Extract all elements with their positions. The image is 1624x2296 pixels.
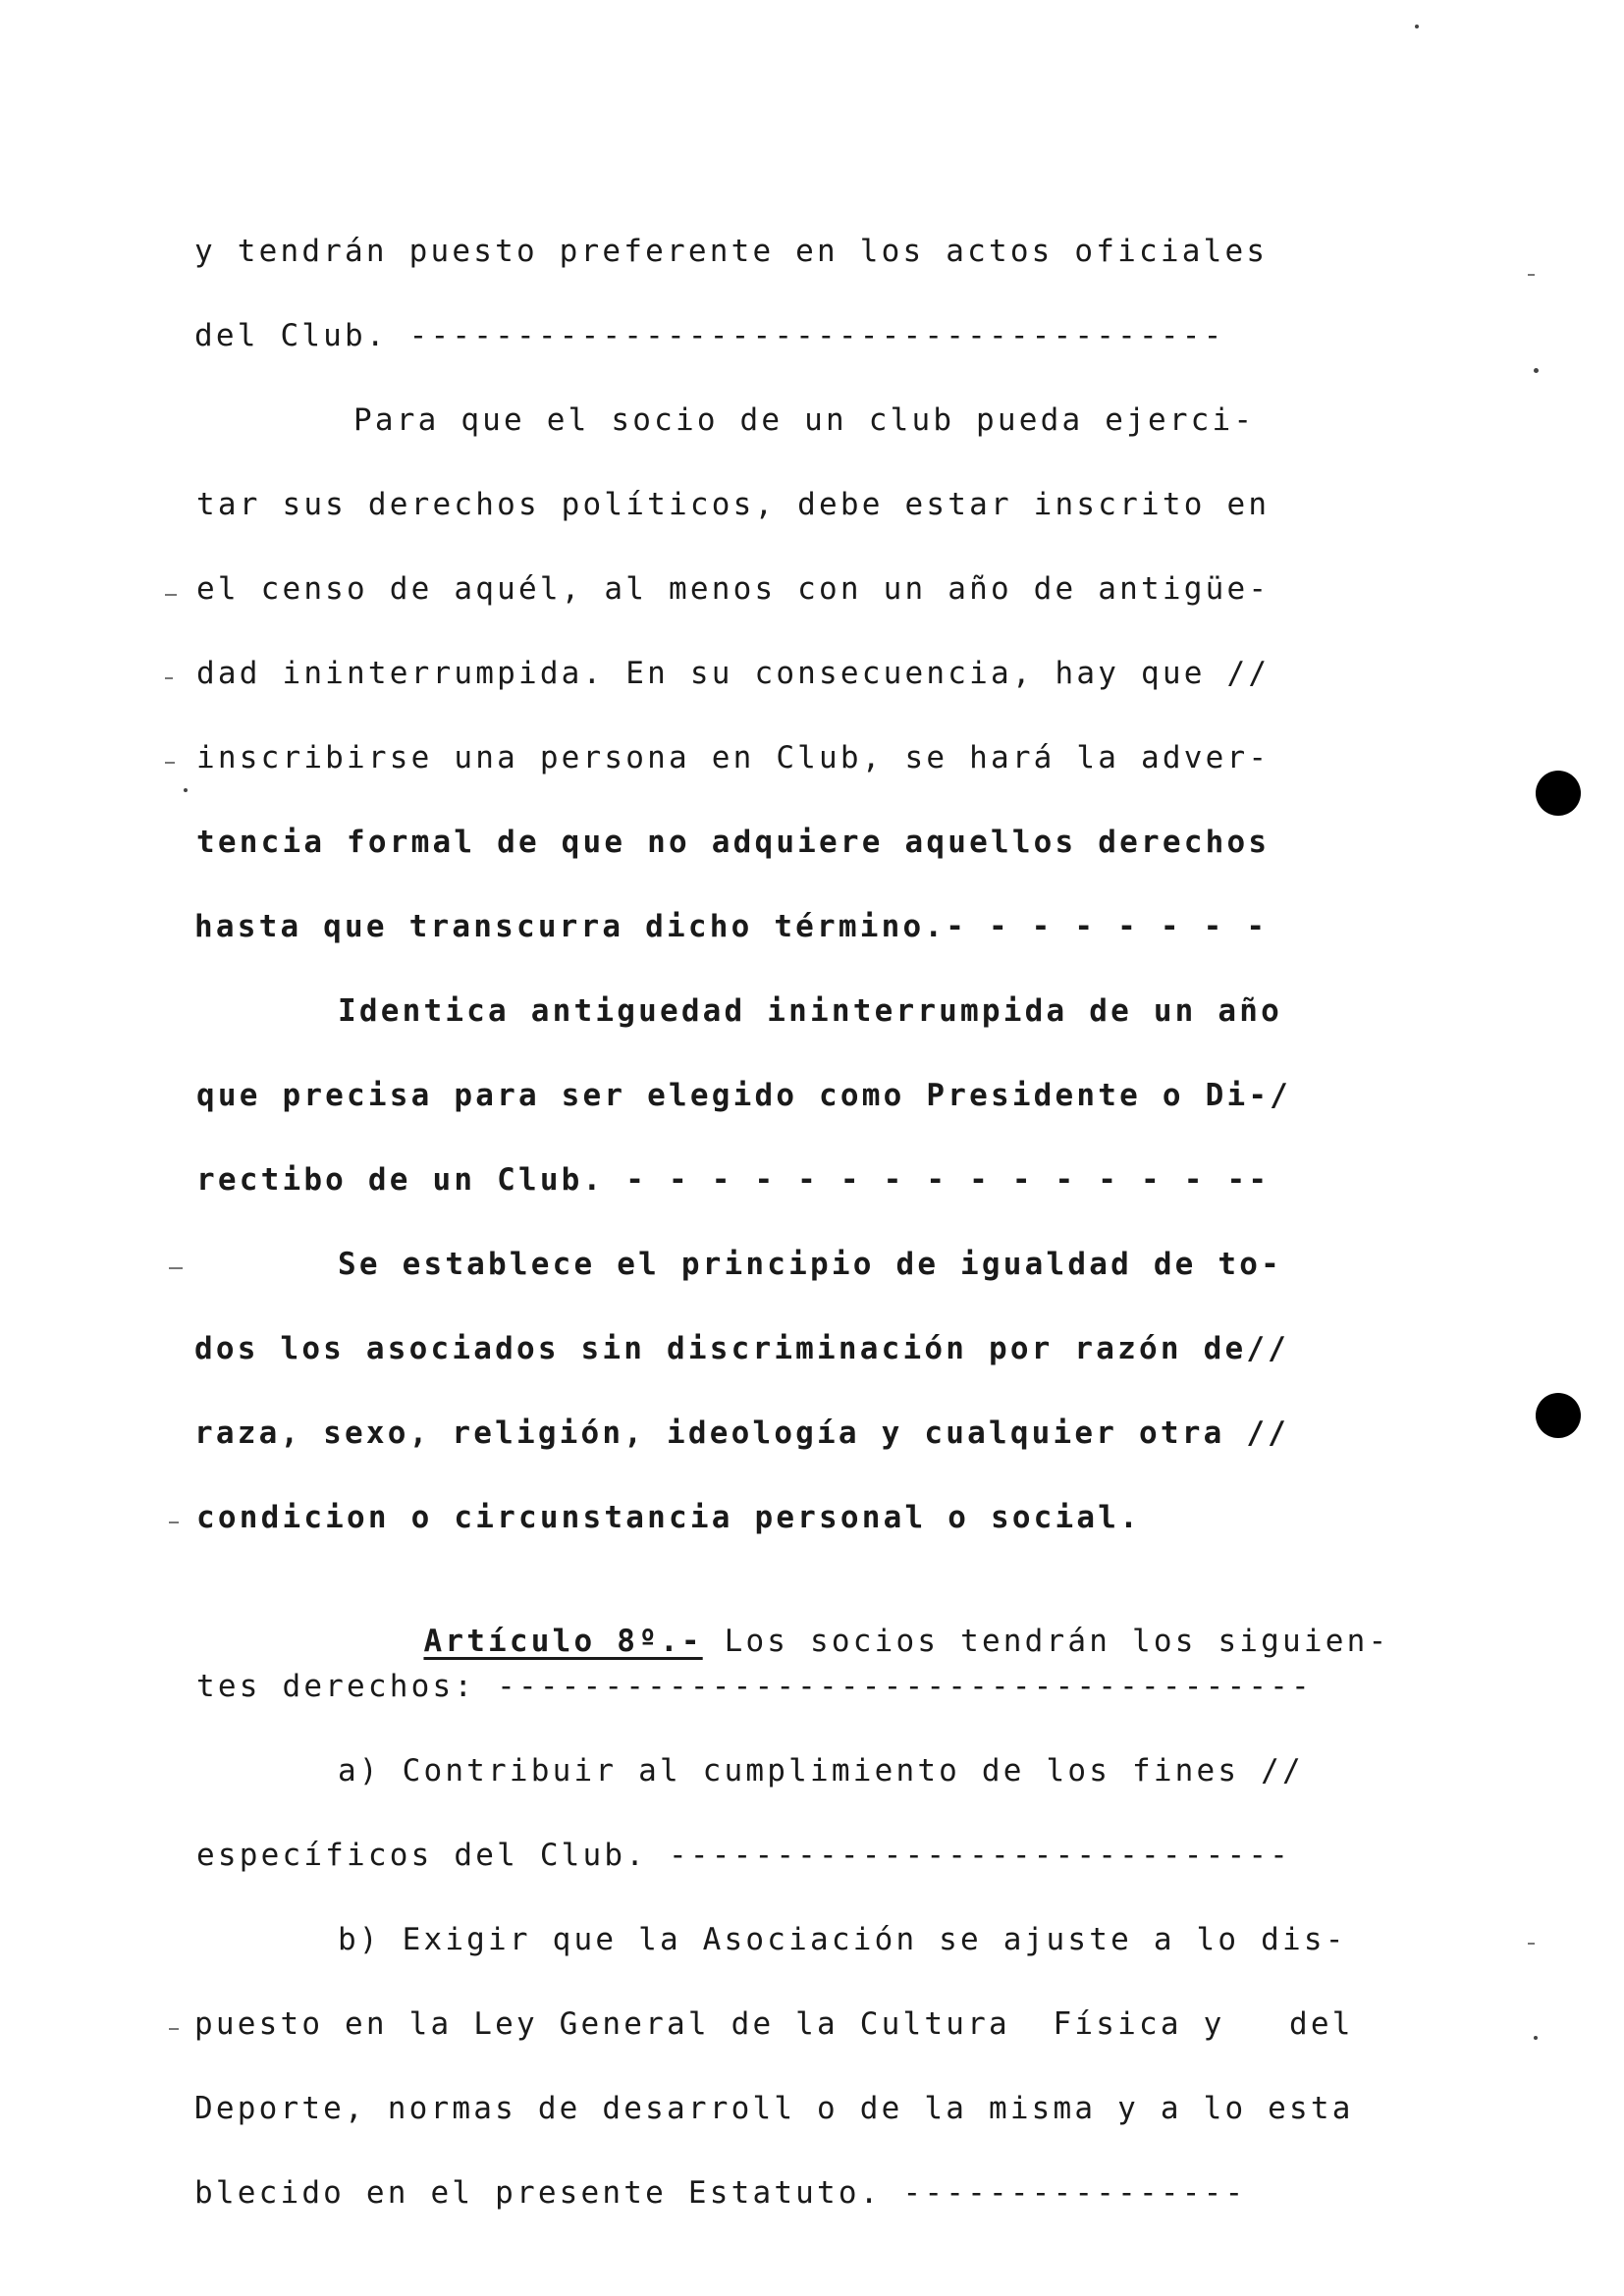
text-line-14: dos los asociados sin discriminación por razón de// (194, 1331, 1290, 1366)
margin-mark (165, 594, 177, 596)
scan-speck (184, 788, 188, 792)
text-line-13: Se establece el principio de igualdad de to- (338, 1247, 1282, 1282)
text-line-4: tar sus derechos políticos, debe estar inscrito en (196, 487, 1271, 522)
text-line-24: blecido en el presente Estatuto. ---------------- (194, 2175, 1247, 2211)
margin-mark (1528, 274, 1535, 276)
scan-speck (1534, 2036, 1538, 2040)
text-line-1: y tendrán puesto preferente en los actos oficiales (194, 234, 1269, 269)
text-line-10: Identica antiguedad ininterrumpida de un año (338, 993, 1282, 1029)
text-line-5: el censo de aquél, al menos con un año de antigüe- (196, 571, 1271, 607)
text-line-20: específicos del Club. ----------------------------- (196, 1838, 1292, 1873)
text-line-2: del Club. -------------------------------------- (194, 318, 1225, 353)
margin-mark (165, 762, 175, 764)
punch-hole-bottom (1536, 1393, 1581, 1438)
text-line-21: b) Exigir que la Asociación se ajuste a lo dis- (338, 1922, 1347, 1957)
text-line-3: Para que el socio de un club pueda ejerci- (353, 402, 1256, 438)
text-line-22: puesto en la Ley General de la Cultura Física y del (194, 2006, 1354, 2042)
text-line-19: a) Contribuir al cumplimiento de los fines // (338, 1753, 1304, 1789)
text-line-8: tencia formal de que no adquiere aquellos derechos (196, 825, 1271, 860)
margin-mark (169, 2028, 179, 2030)
margin-mark (1528, 1943, 1535, 1945)
margin-mark (169, 1267, 183, 1269)
text-line-7: inscribirse una persona en Club, se hará la adver- (196, 740, 1271, 775)
text-line-23: Deporte, normas de desarroll o de la misma y a lo esta (194, 2091, 1354, 2126)
scan-speck (1534, 368, 1539, 373)
text-line-6: dad ininterrumpida. En su consecuencia, hay que // (196, 656, 1271, 691)
margin-mark (165, 677, 173, 679)
scan-speck (1415, 25, 1419, 28)
text-line-16: condicion o circunstancia personal o social. (196, 1500, 1141, 1535)
text-line-15: raza, sexo, religión, ideología y cualquier otra // (194, 1415, 1290, 1451)
margin-mark (169, 1522, 179, 1523)
article-text: Los socios tendrán los siguien- (724, 1624, 1390, 1659)
punch-hole-top (1536, 771, 1581, 816)
text-line-18: tes derechos: -------------------------------------- (196, 1669, 1313, 1704)
text-line-11: que precisa para ser elegido como Presidente o Di-/ (196, 1078, 1292, 1113)
article-heading: Artículo 8º.- (423, 1624, 703, 1659)
text-line-9: hasta que transcurra dicho término.- - - - - - - - (194, 909, 1269, 944)
article-line (338, 1582, 1390, 1659)
text-line-12: rectibo de un Club. - - - - - - - - - - - - - - -- (196, 1162, 1271, 1198)
